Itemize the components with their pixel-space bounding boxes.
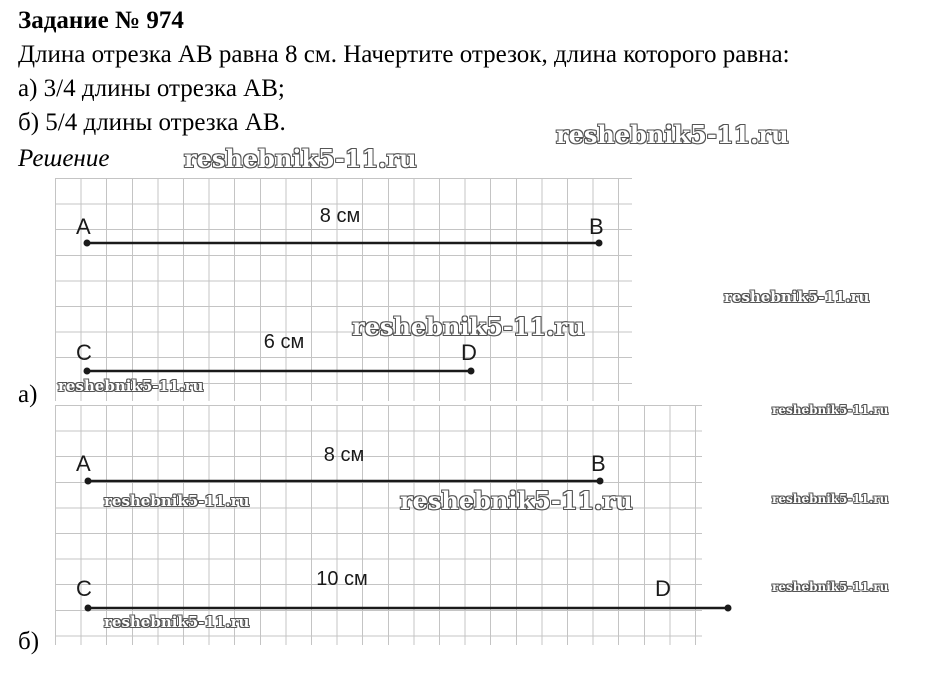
task-statement: Длина отрезка АВ равна 8 см. Начертите отрезок, длина которого равна: xyxy=(18,41,790,68)
segment-a2-start-point xyxy=(84,368,91,375)
watermark: reshebnik5-11.ru xyxy=(724,288,870,306)
segment-a2-end-point xyxy=(468,368,475,375)
task-part-a: а) 3/4 длины отрезка АВ; xyxy=(18,75,285,102)
segment-a1-end-label: B xyxy=(589,214,604,239)
segment-b1-start-label: A xyxy=(76,451,91,476)
segment-a1-start-point xyxy=(84,240,91,247)
segment-a1-end-point xyxy=(596,240,603,247)
segment-b2-start-point xyxy=(85,605,92,612)
solution-label: Решение xyxy=(18,145,110,172)
watermark: reshebnik5-11.ru xyxy=(58,377,204,395)
watermark: reshebnik5-11.ru xyxy=(400,486,633,515)
segment-b1-caption: 8 см xyxy=(323,444,365,466)
watermark: reshebnik5-11.ru xyxy=(556,120,789,149)
watermark: reshebnik5-11.ru xyxy=(772,403,889,417)
segment-a2-end-label: D xyxy=(461,340,477,365)
segment-b1-start-point xyxy=(85,478,92,485)
segment-b2-end-point xyxy=(725,605,732,612)
segment-a1-start-label: A xyxy=(76,214,91,239)
watermark: reshebnik5-11.ru xyxy=(184,144,417,173)
segment-b2-end-label: D xyxy=(655,576,671,601)
segment-a2-start-label: C xyxy=(76,340,92,365)
watermark: reshebnik5-11.ru xyxy=(104,613,250,631)
part-label-b: б) xyxy=(18,628,40,655)
segment-a2-caption: 6 см xyxy=(263,331,305,353)
segment-b1-end-label: B xyxy=(591,451,606,476)
task-title: Задание № 974 xyxy=(18,7,184,34)
segment-b2-caption: 10 см xyxy=(316,568,368,590)
segment-a1-caption: 8 см xyxy=(319,205,361,227)
watermark: reshebnik5-11.ru xyxy=(104,492,250,510)
segment-b1-end-point xyxy=(597,478,604,485)
watermark: reshebnik5-11.ru xyxy=(772,492,889,506)
part-label-a: а) xyxy=(18,381,38,408)
watermark: reshebnik5-11.ru xyxy=(772,580,889,594)
segment-b2-start-label: C xyxy=(76,576,92,601)
watermark: reshebnik5-11.ru xyxy=(352,312,585,341)
task-part-b: б) 5/4 длины отрезка АВ. xyxy=(18,109,286,136)
